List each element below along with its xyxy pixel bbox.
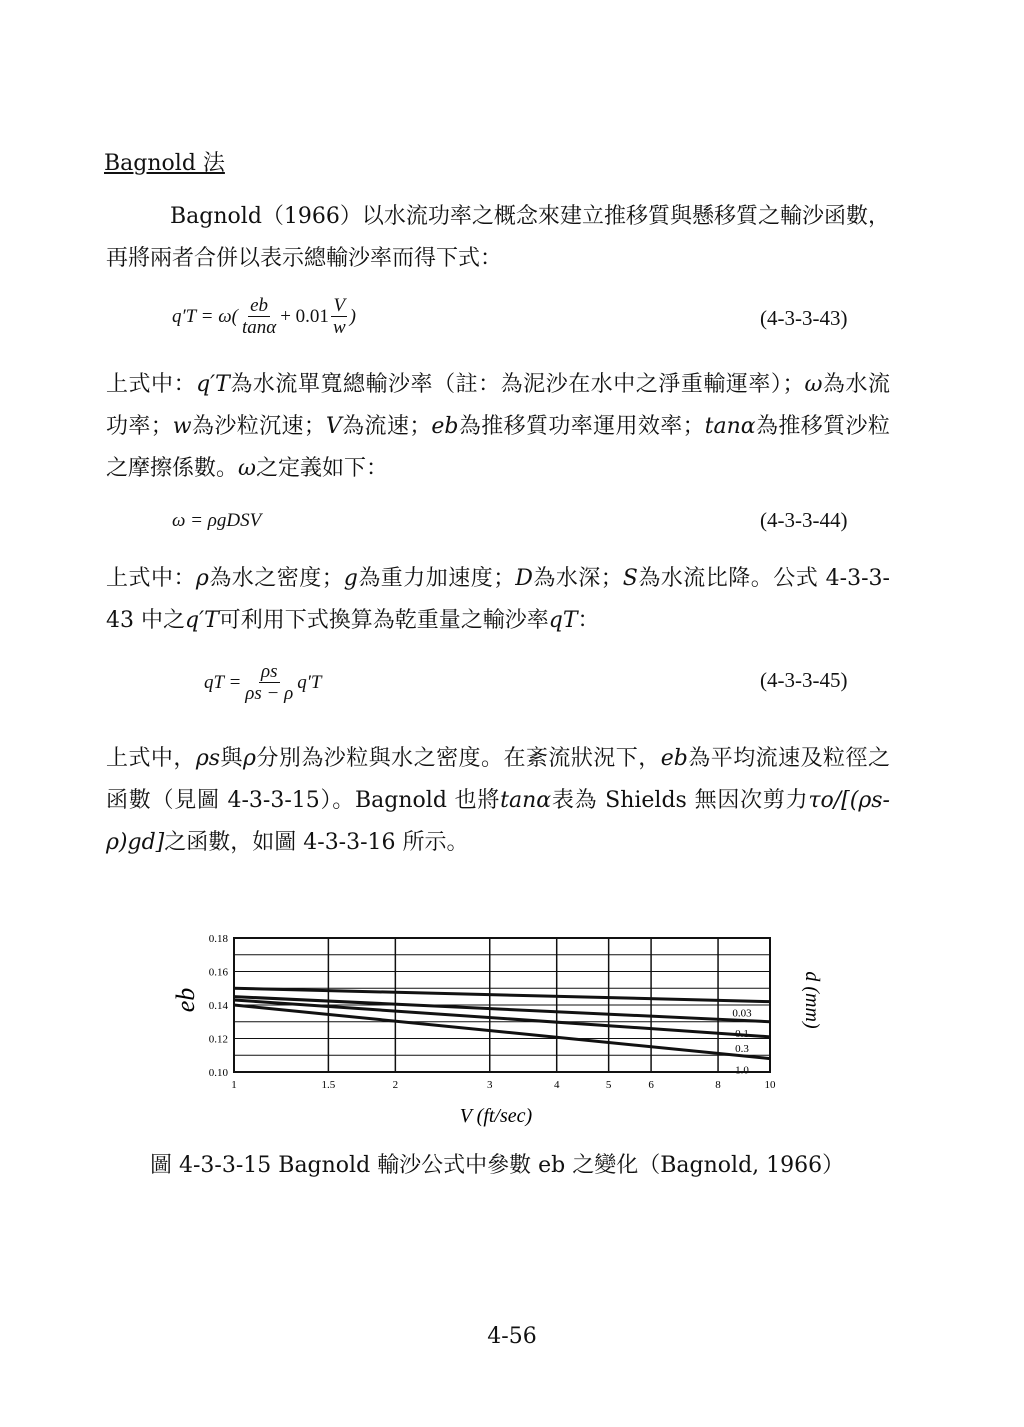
eq45-frac — [243, 662, 295, 705]
eq43-end: ) — [349, 305, 356, 327]
sym-eb: eb — [431, 414, 459, 439]
equation-4-3-3-44: ω = ρgDSV — [172, 510, 262, 531]
sym-qT-prime: q′T — [196, 372, 230, 397]
sym-tana: tanα — [704, 414, 756, 439]
eq43-den1: tanα — [241, 317, 277, 338]
eq43-den2: w — [332, 317, 346, 338]
x-tick-label: 3 — [486, 1079, 493, 1091]
p3-b: 為水之密度； — [208, 566, 344, 591]
p3-f: 可利用下式換算為乾重量之輸沙率 — [218, 608, 549, 633]
p4-a: 上式中， — [106, 746, 196, 771]
eq43-num2: V — [333, 295, 346, 316]
eq45-den: ρs − ρ — [245, 683, 294, 704]
sym-rho-2: ρ — [243, 746, 256, 771]
equation-number-45: (4-3-3-45) — [760, 668, 848, 692]
y-tick-label: 0.16 — [208, 966, 228, 979]
p2-f: 為推移質功率運用效率； — [458, 414, 705, 439]
p3-a: 上式中： — [106, 566, 196, 591]
sym-S: S — [622, 566, 638, 591]
y-tick-label: 0.18 — [208, 933, 228, 945]
series-label-d-0.1: 0.1 — [735, 1027, 749, 1040]
p4-f: 之函數，如圖 4-3-3-16 所示。 — [164, 830, 469, 855]
eq43-frac1 — [240, 296, 278, 339]
p2-b: 為水流單寬總輸沙率（註：為泥沙在水中之淨重輸運率）； — [229, 372, 805, 397]
x-tick-label: 1 — [231, 1079, 237, 1091]
eq43-num1: eb — [250, 295, 269, 316]
paragraph-symbols-43 — [106, 364, 890, 490]
series-label-d-1.0: 1.0 — [735, 1064, 749, 1077]
right-axis-label: d (mm) — [801, 971, 823, 1029]
sym-eb-2: eb — [660, 746, 688, 771]
sym-rho: ρ — [195, 566, 209, 591]
sym-omega: ω — [804, 372, 823, 397]
chart-series — [234, 988, 770, 1076]
sym-tana-2: tanα — [500, 788, 552, 813]
eq45-rhs: q′T — [297, 671, 322, 693]
p2-e: 為流速； — [341, 414, 432, 439]
equation-number-44: (4-3-3-44) — [760, 508, 848, 532]
p4-b: 與 — [220, 746, 243, 771]
p3-g: ： — [577, 608, 600, 633]
eq43-frac2 — [331, 296, 348, 339]
x-axis-label: V (ft/sec) — [459, 1105, 533, 1127]
eq43-mid: + 0.01 — [280, 305, 329, 327]
p2-d: 為沙粒沉速； — [191, 414, 326, 439]
sym-rho-s: ρs — [195, 746, 221, 771]
p3-d: 為水深； — [532, 566, 623, 591]
p2-g: 為推移質沙粒之摩擦係數。 — [106, 414, 890, 481]
page-number: 4-56 — [487, 1324, 537, 1349]
eq43-lhs: q′T = ω( — [172, 305, 238, 327]
figure-caption: 圖 4-3-3-15 Bagnold 輸沙公式中參數 eb 之變化（Bagnold, 1966） — [150, 1153, 845, 1178]
p3-e: 為水流比降。公式 4-3-3-43 中之 — [106, 566, 890, 633]
p2-c: 為水流功率； — [106, 372, 890, 439]
eb-chart — [0, 900, 1024, 1140]
p3-c: 為重力加速度； — [357, 566, 516, 591]
sym-V: V — [325, 414, 342, 439]
eq45-num: ρs — [261, 661, 278, 682]
p4-d: 為平均流速及粒徑之函數（見圖 4-3-3-15）。Bagnold 也將 — [106, 746, 890, 813]
x-tick-label: 5 — [605, 1079, 612, 1091]
section-heading: Bagnold 法 — [104, 151, 225, 176]
x-tick-label: 6 — [648, 1079, 654, 1091]
y-tick-label: 0.14 — [208, 1000, 228, 1012]
series-label-d-0.03: 0.03 — [732, 1007, 752, 1020]
y-tick-label: 0.10 — [208, 1067, 228, 1079]
equation-4-3-3-45 — [204, 662, 322, 705]
x-tick-label: 10 — [764, 1079, 776, 1091]
paragraph-intro: Bagnold（1966）以水流功率之概念來建立推移質與懸移質之輸沙函數，再將兩者合併以表示總輸沙率而得下式： — [106, 204, 890, 271]
series-label-d-0.3: 0.3 — [735, 1042, 749, 1055]
equation-number-43: (4-3-3-43) — [760, 306, 848, 330]
paragraph-symbols-45 — [106, 738, 890, 864]
sym-w: w — [172, 414, 192, 439]
p2-a: 上式中： — [106, 372, 197, 397]
paragraph-symbols-44 — [106, 558, 890, 642]
x-tick-label: 2 — [392, 1079, 399, 1091]
sym-g: g — [343, 566, 358, 591]
x-tick-label: 1.5 — [321, 1079, 336, 1091]
sym-shields: τo/[(ρs-ρ)gd] — [106, 788, 890, 855]
eq45-lhs: qT = — [204, 671, 242, 693]
y-axis-label: eb — [171, 987, 200, 1013]
equation-4-3-3-43 — [172, 296, 356, 339]
x-tick-label: 8 — [715, 1079, 721, 1091]
x-tick-label: 4 — [553, 1079, 560, 1091]
p2-h: 之定義如下： — [255, 456, 388, 481]
y-tick-label: 0.12 — [208, 1033, 228, 1046]
sym-D: D — [515, 566, 533, 591]
sym-qT: qT — [548, 608, 578, 633]
sym-qT-prime-2: q′T — [185, 608, 219, 633]
p4-e: 表為 Shields 無因次剪力 — [551, 788, 809, 813]
p4-c: 分別為沙粒與水之密度。在紊流狀況下， — [255, 746, 661, 771]
sym-omega-2: ω — [238, 456, 256, 481]
